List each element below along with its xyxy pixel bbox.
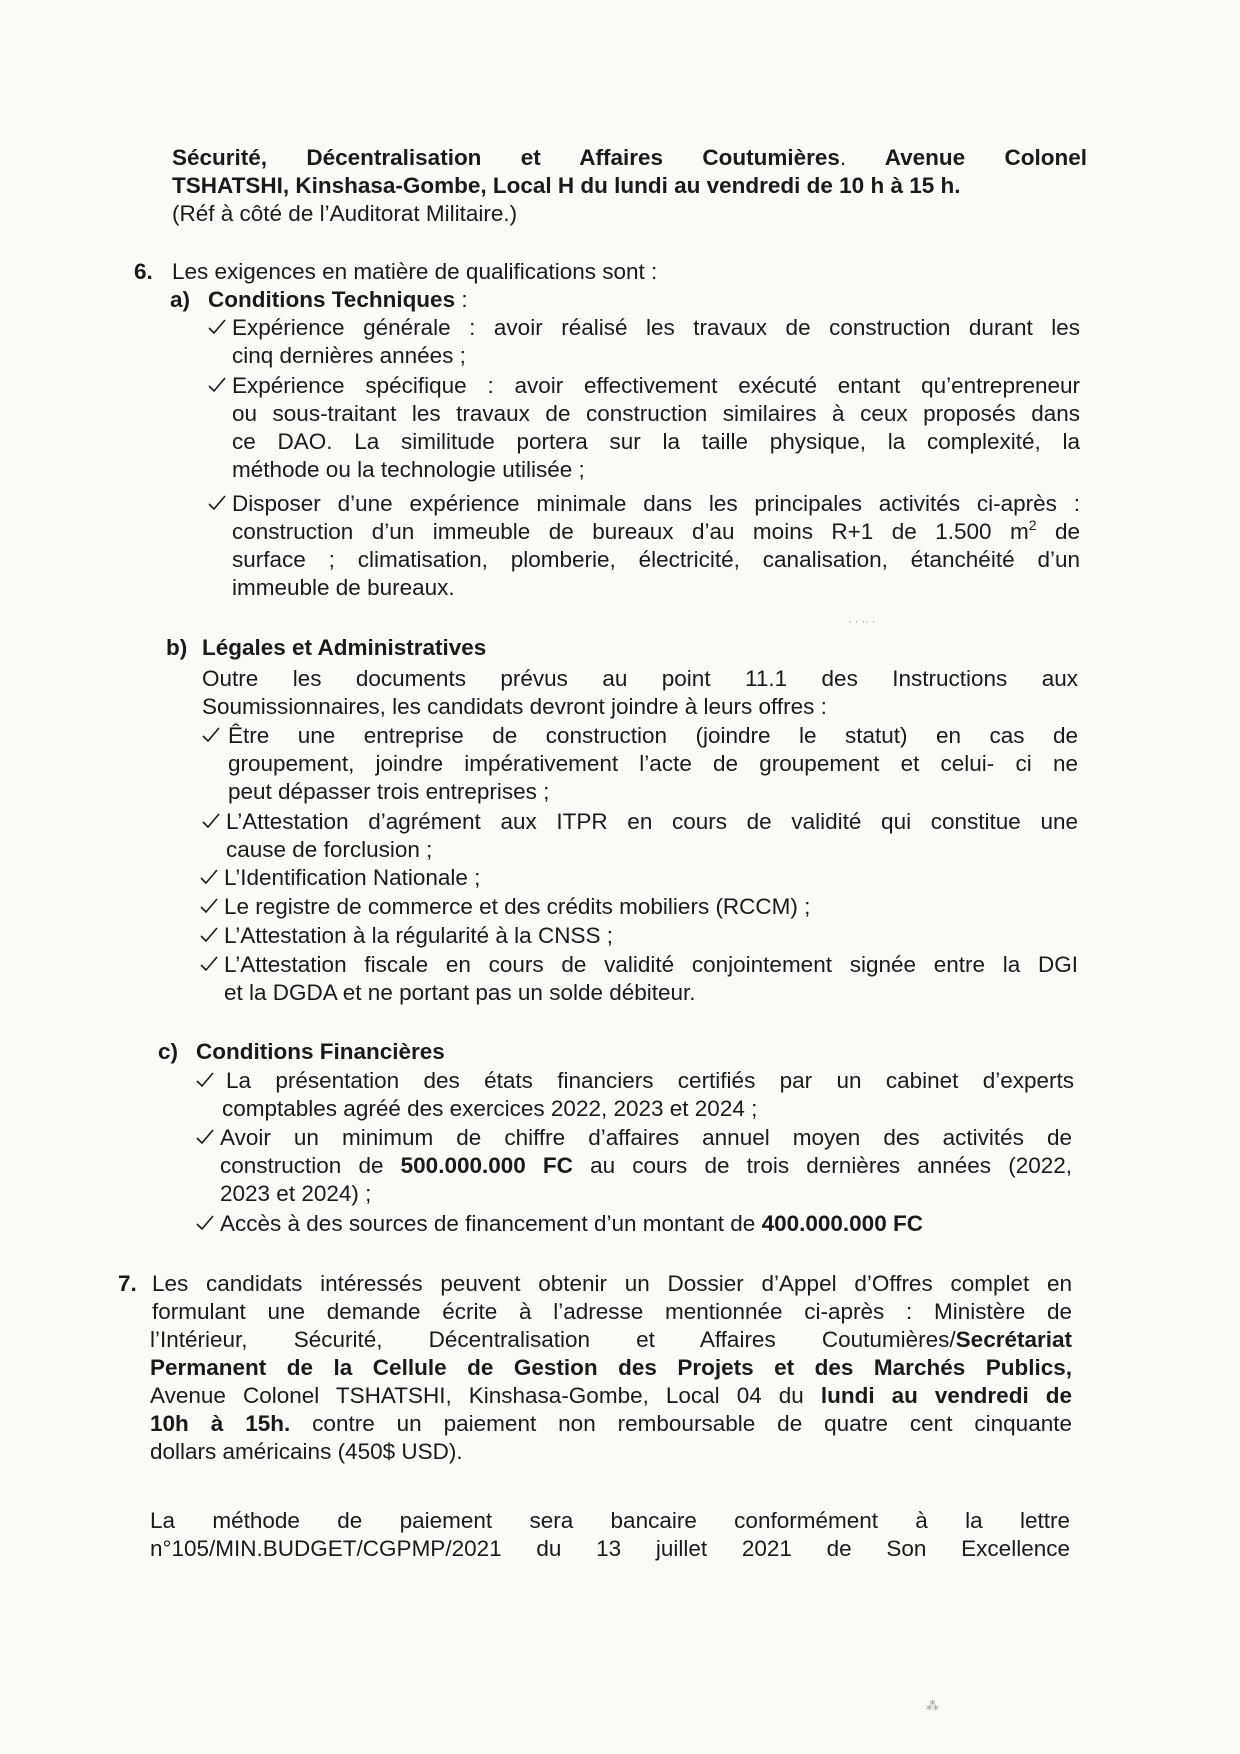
scan-mark: · · ·· · (848, 616, 876, 628)
intro-word: Sécurité, (172, 145, 268, 170)
intro-word-coutumieres: Coutumières (702, 145, 840, 170)
scan-mark: ⁂ (926, 1698, 939, 1713)
section-6-heading: Les exigences en matière de qualifications sont : (172, 259, 658, 284)
section-7-line-2: formulant une demande écrite à l’adresse mentionnée ci-après : Ministère de (152, 1299, 1072, 1324)
c-item-2-line-2-post: au cours de trois dernières années (2022, (572, 1153, 1073, 1178)
section-6a-title: Conditions Techniques (208, 287, 456, 312)
section-7-line-5 (150, 1382, 1072, 1410)
a-item-1-line-2: cinq dernières années ; (232, 343, 466, 368)
a-item-3-line-2-text: construction d’un immeuble de bureaux d’au moins R+1 de 1.500 m (232, 519, 1029, 544)
checkmark-icon (196, 1215, 220, 1231)
a-item-3-line-2-end: de (1036, 519, 1080, 544)
b-item-5: L’Attestation à la régularité à la CNSS ; (224, 923, 613, 948)
amount-500m: 500.000.000 FC (400, 1153, 573, 1178)
superscript: 2 (1028, 517, 1037, 533)
a-item-1-line-1: Expérience générale : avoir réalisé les travaux de construction durant les (232, 315, 1080, 340)
section-7-line-6-post: contre un paiement non remboursable de quatre cent cinquante (290, 1411, 1072, 1436)
section-7-line-5-bold: lundi au vendredi de (820, 1383, 1072, 1408)
b-intro-line-2: Soumissionnaires, les candidats devront joindre à leurs offres : (202, 694, 827, 719)
c-item-3-pre: Accès à des sources de financement d’un montant de (220, 1211, 762, 1236)
b-intro-line-1: Outre les documents prévus au point 11.1 des Instructions aux (202, 666, 1078, 691)
checkmark-icon (196, 1072, 220, 1088)
a-item-3-line-3: surface ; climatisation, plomberie, électricité, canalisation, étanchéité d’un (232, 547, 1080, 572)
b-item-4: Le registre de commerce et des crédits mobiliers (RCCM) ; (224, 894, 811, 919)
checkmark-icon (202, 813, 226, 829)
section-6a-title-wrap (208, 286, 468, 314)
c-item-2-line-2 (220, 1152, 1072, 1180)
b-item-1-line-1: Être une entreprise de construction (joindre le statut) en cas de (228, 723, 1078, 748)
c-item-2-line-2-pre: construction de (220, 1153, 401, 1178)
section-6-number: 6. (134, 259, 153, 284)
checkmark-icon (200, 956, 224, 972)
checkmark-icon (202, 727, 226, 743)
b-item-1-line-2: groupement, joindre impérativement l’acte de groupement et celui- ci ne (228, 751, 1078, 776)
section-7-line-5-pre: Avenue Colonel TSHATSHI, Kinshasa-Gombe, Local 04 du (150, 1383, 821, 1408)
intro-dot: . (839, 145, 847, 170)
checkmark-icon (208, 319, 232, 335)
b-item-3: L’Identification Nationale ; (224, 865, 481, 890)
a-item-2-line-1: Expérience spécifique : avoir effectivement exécuté entant qu’entrepreneur (232, 373, 1080, 398)
intro-word: Affaires (579, 145, 664, 170)
section-6c-title: Conditions Financières (196, 1039, 445, 1064)
c-item-2-line-3: 2023 et 2024) ; (220, 1181, 372, 1206)
payment-line-1: La méthode de paiement sera bancaire conformément à la lettre (150, 1508, 1070, 1533)
a-item-3-line-4: immeuble de bureaux. (232, 575, 455, 600)
a-item-3-line-1: Disposer d’une expérience minimale dans les principales activités ci-après : (232, 491, 1080, 516)
a-item-2-line-2: ou sous-traitant les travaux de construction similaires à ceux proposés dans (232, 401, 1080, 426)
c-item-1-line-2: comptables agréé des exercices 2022, 2023 et 2024 ; (222, 1096, 758, 1121)
section-7-line-3 (150, 1326, 1072, 1354)
a-item-3-line-2 (232, 518, 1080, 546)
section-7-line-1: Les candidats intéressés peuvent obtenir un Dossier d’Appel d’Offres complet en (152, 1271, 1072, 1296)
checkmark-icon (200, 927, 224, 943)
c-item-1-line-1: La présentation des états financiers certifiés par un cabinet d’experts (226, 1068, 1074, 1093)
section-7-line-6 (150, 1410, 1072, 1438)
intro-line-1 (172, 144, 1087, 172)
intro-word: Avenue (884, 145, 966, 170)
section-6b-title: Légales et Administratives (202, 635, 487, 660)
section-7-line-4: Permanent de la Cellule de Gestion des Projets et des Marchés Publics, (150, 1355, 1072, 1380)
b-item-2-line-2: cause de forclusion ; (226, 837, 433, 862)
section-7-line-6-bold: 10h à 15h. (150, 1411, 291, 1436)
payment-line-2: n°105/MIN.BUDGET/CGPMP/2021 du 13 juillet 2021 de Son Excellence (150, 1536, 1070, 1561)
checkmark-icon (208, 495, 232, 511)
section-7-line-7: dollars américains (450$ USD). (150, 1439, 463, 1464)
b-item-6-line-1: L’Attestation fiscale en cours de validité conjointement signée entre la DGI (224, 952, 1078, 977)
section-7-number: 7. (118, 1271, 137, 1296)
amount-400m: 400.000.000 FC (761, 1211, 923, 1236)
intro-word: Décentralisation (306, 145, 482, 170)
intro-line-2: TSHATSHI, Kinshasa-Gombe, Local H du lundi au vendredi de 10 h à 15 h. (172, 173, 961, 198)
b-item-2-line-1: L’Attestation d’agrément aux ITPR en cours de validité qui constitue une (226, 809, 1078, 834)
intro-word: et (520, 145, 541, 170)
section-7-line-3-bold: Secrétariat (955, 1327, 1072, 1352)
intro-word: Colonel (1004, 145, 1087, 170)
checkmark-icon (200, 869, 224, 885)
section-6a-label: a) (170, 287, 191, 312)
intro-word (702, 145, 846, 170)
a-item-2-line-3: ce DAO. La similitude portera sur la taille physique, la complexité, la (232, 429, 1080, 454)
c-item-2-line-1: Avoir un minimum de chiffre d’affaires annuel moyen des activités de (220, 1125, 1072, 1150)
intro-line-3: (Réf à côté de l’Auditorat Militaire.) (172, 201, 518, 226)
section-6c-label: c) (158, 1039, 179, 1064)
section-7-line-3-pre: l’Intérieur, Sécurité, Décentralisation et Affaires Coutumières/ (150, 1327, 956, 1352)
c-item-3 (220, 1210, 923, 1238)
a-item-2-line-4: méthode ou la technologie utilisée ; (232, 457, 585, 482)
section-6b-label: b) (166, 635, 188, 660)
section-6a-title-suffix: : (455, 287, 468, 312)
b-item-6-line-2: et la DGDA et ne portant pas un solde débiteur. (224, 980, 696, 1005)
checkmark-icon (200, 898, 224, 914)
checkmark-icon (208, 377, 232, 393)
checkmark-icon (196, 1129, 220, 1145)
b-item-1-line-3: peut dépasser trois entreprises ; (228, 779, 550, 804)
